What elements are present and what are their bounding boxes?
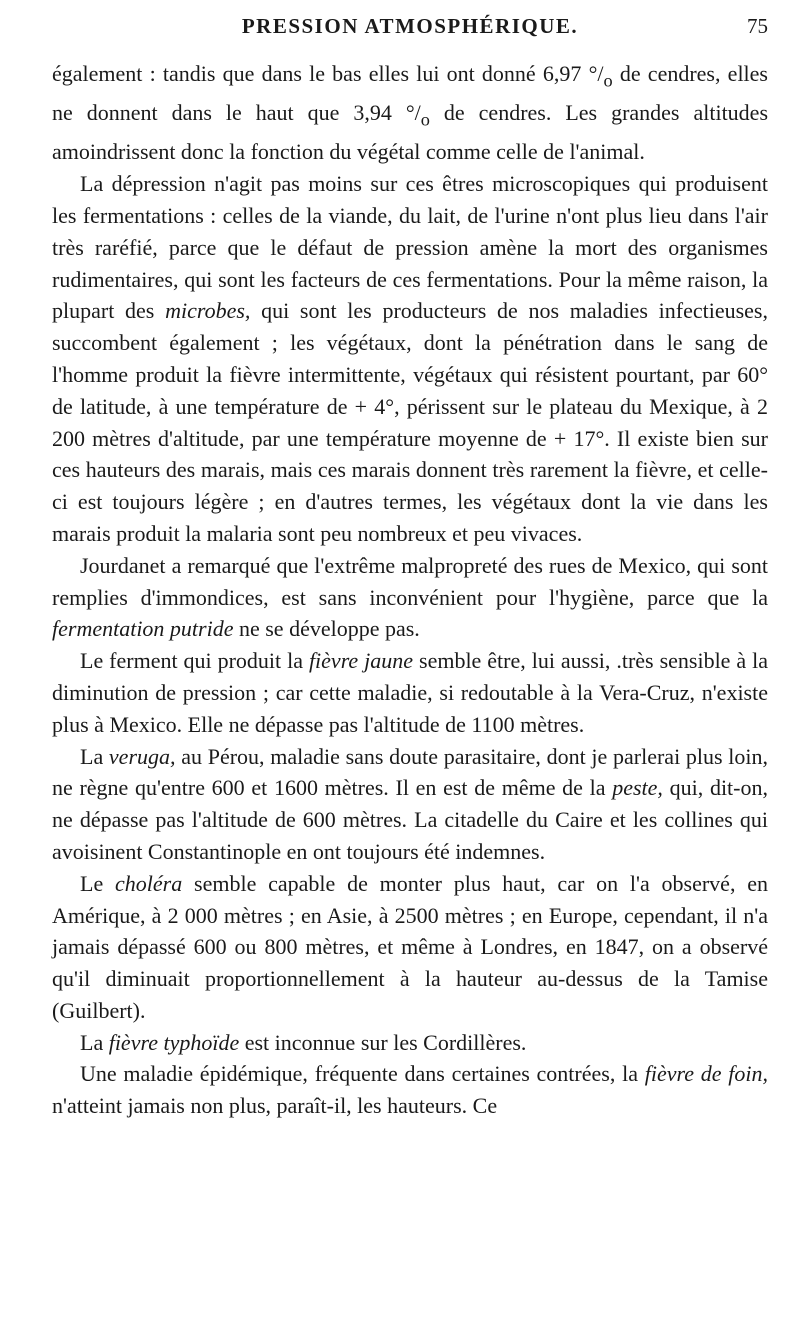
text-span: La xyxy=(80,1029,109,1055)
paragraph-5 xyxy=(52,741,768,868)
text-span: Le xyxy=(80,870,116,896)
text-span: semble capable de monter plus haut, car on l'a observé, en Amérique, à 2 000 mètres ; en Asie, à 2500 mètres ; en Europe, cependant, il n'a jamais dépassé 600 ou 800 mètres, et même à Londres, en 1847, on a observé qu'il diminuait proportionnellement à la hauteur au-dessus de la Tamise (Guilbert). xyxy=(52,870,769,1023)
running-head xyxy=(52,14,768,58)
italic-term: fièvre jaune xyxy=(308,648,414,674)
text-span: Jourdanet a remarqué que l'extrême malpropreté des rues de Mexico, qui sont remplies d'immondices, est sans inconvénient pour l'hygiène, parce que la xyxy=(52,552,768,610)
text-span: o xyxy=(420,109,430,130)
text-span: également : tandis que dans le bas elles lui ont donné 6,97 °/ xyxy=(52,61,604,86)
italic-term: peste, xyxy=(612,775,663,801)
italic-term: fièvre de foin, xyxy=(644,1061,768,1087)
italic-term: fermentation putride xyxy=(52,616,234,642)
text-span: qui, dit-on, ne dépasse pas l'altitude de 600 mètres. La citadelle du Caire et les collines qui avoisinent Constantinople en ont toujours été indemnes. xyxy=(52,775,768,864)
paragraph-1 xyxy=(52,58,768,168)
paragraph-2 xyxy=(52,168,768,550)
page-number: 75 xyxy=(747,14,768,38)
paragraph-7 xyxy=(52,1027,768,1059)
text-span: n'atteint jamais non plus, paraît-il, les hauteurs. Ce xyxy=(52,1093,498,1119)
text-span: de cendres, elles ne donnent dans le haut que 3,94 °/ xyxy=(52,61,768,126)
text-span: o xyxy=(603,70,613,91)
text-span: Une maladie épidémique, fréquente dans certaines contrées, la xyxy=(80,1061,645,1087)
paragraph-4 xyxy=(52,645,768,740)
italic-term: veruga, xyxy=(108,743,176,769)
italic-term: microbes, xyxy=(165,298,251,324)
paragraph-3 xyxy=(52,550,768,645)
paragraph-6 xyxy=(52,868,768,1027)
text-span: Le ferment qui produit la xyxy=(80,648,309,674)
italic-term: fièvre typhoïde xyxy=(108,1029,240,1055)
text-span: La dépression n'agit pas moins sur ces êtres microscopiques qui produisent les fermentations : celles de la viande, du lait, de l'urine n'ont plus lieu dans l'air très raréfié, parce que le défaut de pression amène la mort des organismes rudimentaires, qui sont les facteurs de ces fermentations. Pour la même raison, la plupart des xyxy=(52,171,768,324)
text-span: semble être, lui aussi, .très sensible à la diminution de pression ; car cette maladie, si redoutable à la Vera-Cruz, n'existe plus à Mexico. Elle ne dépasse pas l'altitude de 1100 mètres. xyxy=(52,648,768,737)
text-span: de cendres. Les grandes altitudes amoindrissent donc la fonction du végétal comme celle de l'animal. xyxy=(52,100,769,165)
text-span: ne se développe pas. xyxy=(233,616,420,642)
text-span: La xyxy=(80,743,109,769)
body-text xyxy=(52,58,768,1122)
book-page xyxy=(52,0,768,1122)
italic-term: choléra xyxy=(115,870,183,896)
text-span: au Pérou, maladie sans doute parasitaire, dont je parlerai plus loin, ne règne qu'entre 600 et 1600 mètres. Il en est de même de la xyxy=(52,743,769,801)
running-title: PRESSION ATMOSPHÉRIQUE. xyxy=(241,14,579,38)
paragraph-8 xyxy=(52,1058,768,1122)
text-span: qui sont les producteurs de nos maladies infectieuses, succombent également ; les végétaux, dont la pénétration dans le sang de l'homme produit la fièvre intermittente, végétaux qui résistent pourtant, par 60° de latitude, à une température de + 4°, périssent sur le plateau du Mexique, à 2 200 mètres d'altitude, par une température moyenne de + 17°. Il existe bien sur ces hauteurs des marais, mais ces marais donnent très rarement la fièvre, et celle-ci est toujours légère ; en d'autres termes, les végétaux dont la vie dans les marais produit la malaria sont peu nombreux et peu vivaces. xyxy=(52,298,768,546)
text-span: est inconnue sur les Cordillères. xyxy=(239,1029,527,1055)
